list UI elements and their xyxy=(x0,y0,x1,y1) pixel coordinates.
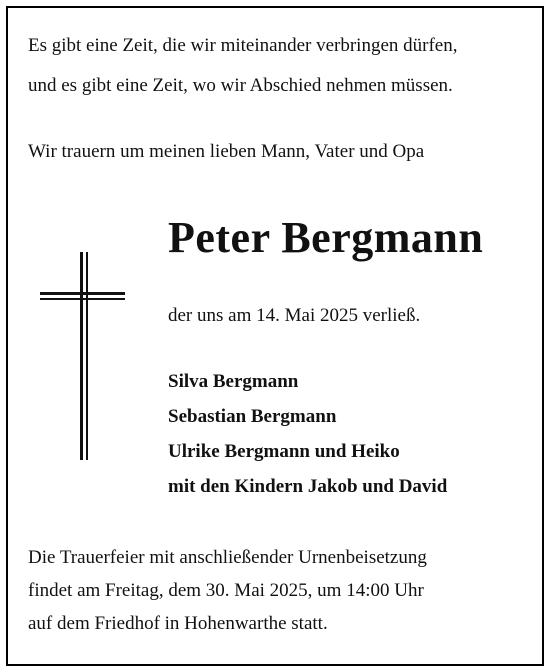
funeral-notice xyxy=(28,541,427,640)
cross-vertical-bar-left xyxy=(80,252,83,460)
signatory-2: Sebastian Bergmann xyxy=(168,406,337,427)
obituary-frame xyxy=(6,6,544,666)
funeral-line-2: findet am Freitag, dem 30. Mai 2025, um 14:00 Uhr xyxy=(28,580,424,601)
mourning-text: Wir trauern um meinen lieben Mann, Vater und Opa xyxy=(28,141,425,162)
cross-horizontal-bar-bottom xyxy=(40,298,125,300)
passed-text: der uns am 14. Mai 2025 verließ. xyxy=(168,305,421,326)
intro-line-2: und es gibt eine Zeit, wo wir Abschied nehmen müssen. xyxy=(28,75,453,96)
intro-line-1: Es gibt eine Zeit, die wir miteinander verbringen dürfen, xyxy=(28,35,458,56)
funeral-line-3: auf dem Friedhof in Hohenwarthe statt. xyxy=(28,613,328,634)
signatory-4: mit den Kindern Jakob und David xyxy=(168,476,448,497)
double-line-cross-icon xyxy=(36,252,128,460)
cross-horizontal-bar-top xyxy=(40,292,125,295)
funeral-line-1: Die Trauerfeier mit anschließender Urnenbeisetzung xyxy=(28,547,427,568)
deceased-name: Peter Bergmann xyxy=(168,213,484,262)
signatory-3: Ulrike Bergmann und Heiko xyxy=(168,441,400,462)
signatory-1: Silva Bergmann xyxy=(168,371,299,392)
cross-vertical-bar-right xyxy=(86,252,88,460)
